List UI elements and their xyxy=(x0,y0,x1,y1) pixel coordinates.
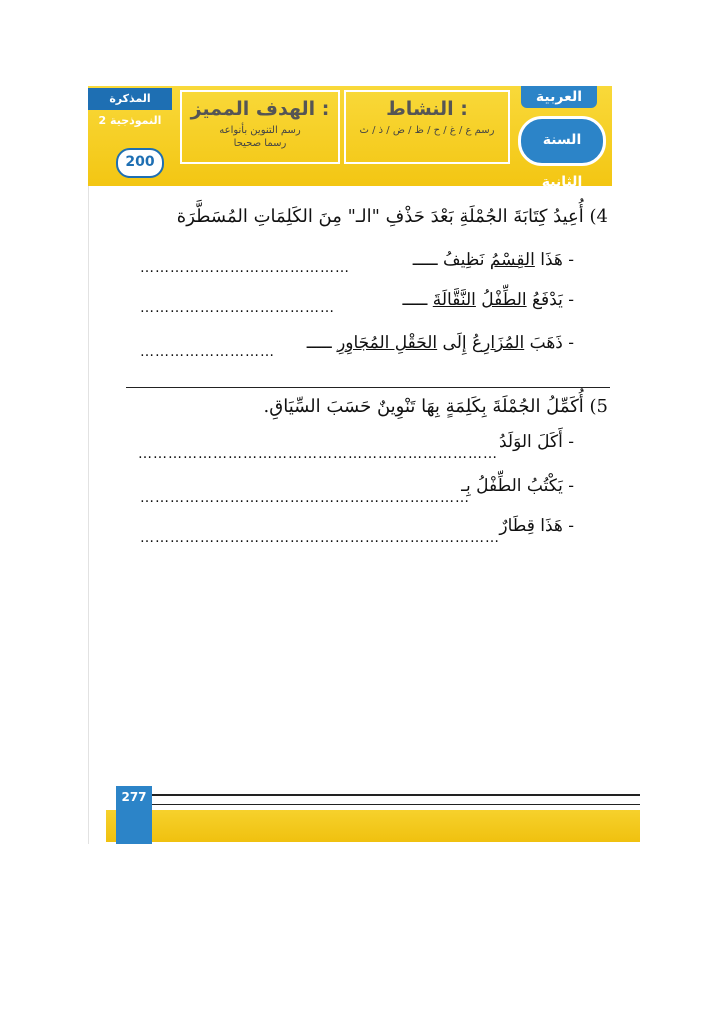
item-text: - هَذَا xyxy=(534,250,574,270)
exercise4-blank-2[interactable]: ………………………………… xyxy=(140,300,335,316)
page-number: 277 xyxy=(116,786,152,844)
underlined-word: الحَقْلِ المُجَاوِرِ xyxy=(337,333,438,353)
underlined-word: المُزَارِعُ xyxy=(472,333,525,353)
underlined-word: القِسْمُ xyxy=(489,250,535,270)
activity-detail: رسم ع / غ / ح / ظ / ض / ذ / ث xyxy=(359,125,495,136)
subject-tab: العربية xyxy=(521,86,597,108)
exercise5-item-1: - أَكَلَ الوَلَدُ xyxy=(498,432,574,452)
item-text: إِلَى xyxy=(437,333,473,353)
book-label: المذكرة النموذجية 2 xyxy=(88,88,172,110)
goal-title: الهدف المميز : xyxy=(190,98,330,120)
goal-detail-line1: رسم التنوين بأنواعه xyxy=(219,125,301,136)
exercise5-blank-3[interactable]: ……………………………………………………………… xyxy=(140,530,500,546)
exercise5-item-2: - يَكْتُبُ الطِّفْلُ بِـ xyxy=(461,476,574,496)
footer-band xyxy=(106,810,640,842)
footer-rule-bottom xyxy=(150,804,640,805)
item-text: ـــــ xyxy=(306,333,338,353)
footer-rule-top xyxy=(150,794,640,796)
activity-box xyxy=(344,90,510,164)
exercise4-item-3 xyxy=(307,333,574,353)
underlined-word: النَّقَّالَةَ xyxy=(432,290,476,310)
exercise5-instruction: 5) أُكَمِّلُ الجُمْلَةَ بِكَلِمَةٍ بِهَا تَنْوِينٌ حَسَبَ السِّيَاقِ. xyxy=(263,396,608,417)
item-text: - ذَهَبَ xyxy=(524,333,574,353)
item-text: ـــــ xyxy=(402,290,433,310)
exercise4-blank-3[interactable]: ……………………… xyxy=(140,344,275,360)
underlined-word: الطِّفْلُ xyxy=(481,290,527,310)
lesson-badge: 200 xyxy=(116,148,164,178)
exercise4-blank-1[interactable]: …………………………………… xyxy=(140,260,350,276)
exercise4-instruction: 4) أُعِيدُ كِتَابَةَ الجُمْلَةِ بَعْدَ حَذْفِ "الـ" مِنَ الكَلِمَاتِ المُسَطَّرَة xyxy=(176,206,608,227)
exercise4-item-2 xyxy=(402,290,574,310)
goal-detail-line2: رسما صحيحا xyxy=(233,138,287,149)
exercise4-item-1 xyxy=(413,250,574,270)
exercise5-item-3: - هَذَا قِطَارٌ xyxy=(499,516,574,536)
section-divider xyxy=(126,387,610,388)
year-badge: السنة الثانية xyxy=(518,116,606,166)
activity-title: النشاط : xyxy=(386,98,468,120)
exercise5-blank-2[interactable]: ………………………………………………………… xyxy=(140,490,470,506)
item-text: نَظِيفُ ـــــ xyxy=(412,250,490,270)
item-text: - يَدْفَعُ xyxy=(526,290,574,310)
header-edge xyxy=(612,86,640,206)
exercise5-blank-1[interactable]: ……………………………………………………………… xyxy=(138,446,498,462)
goal-box xyxy=(180,90,340,164)
